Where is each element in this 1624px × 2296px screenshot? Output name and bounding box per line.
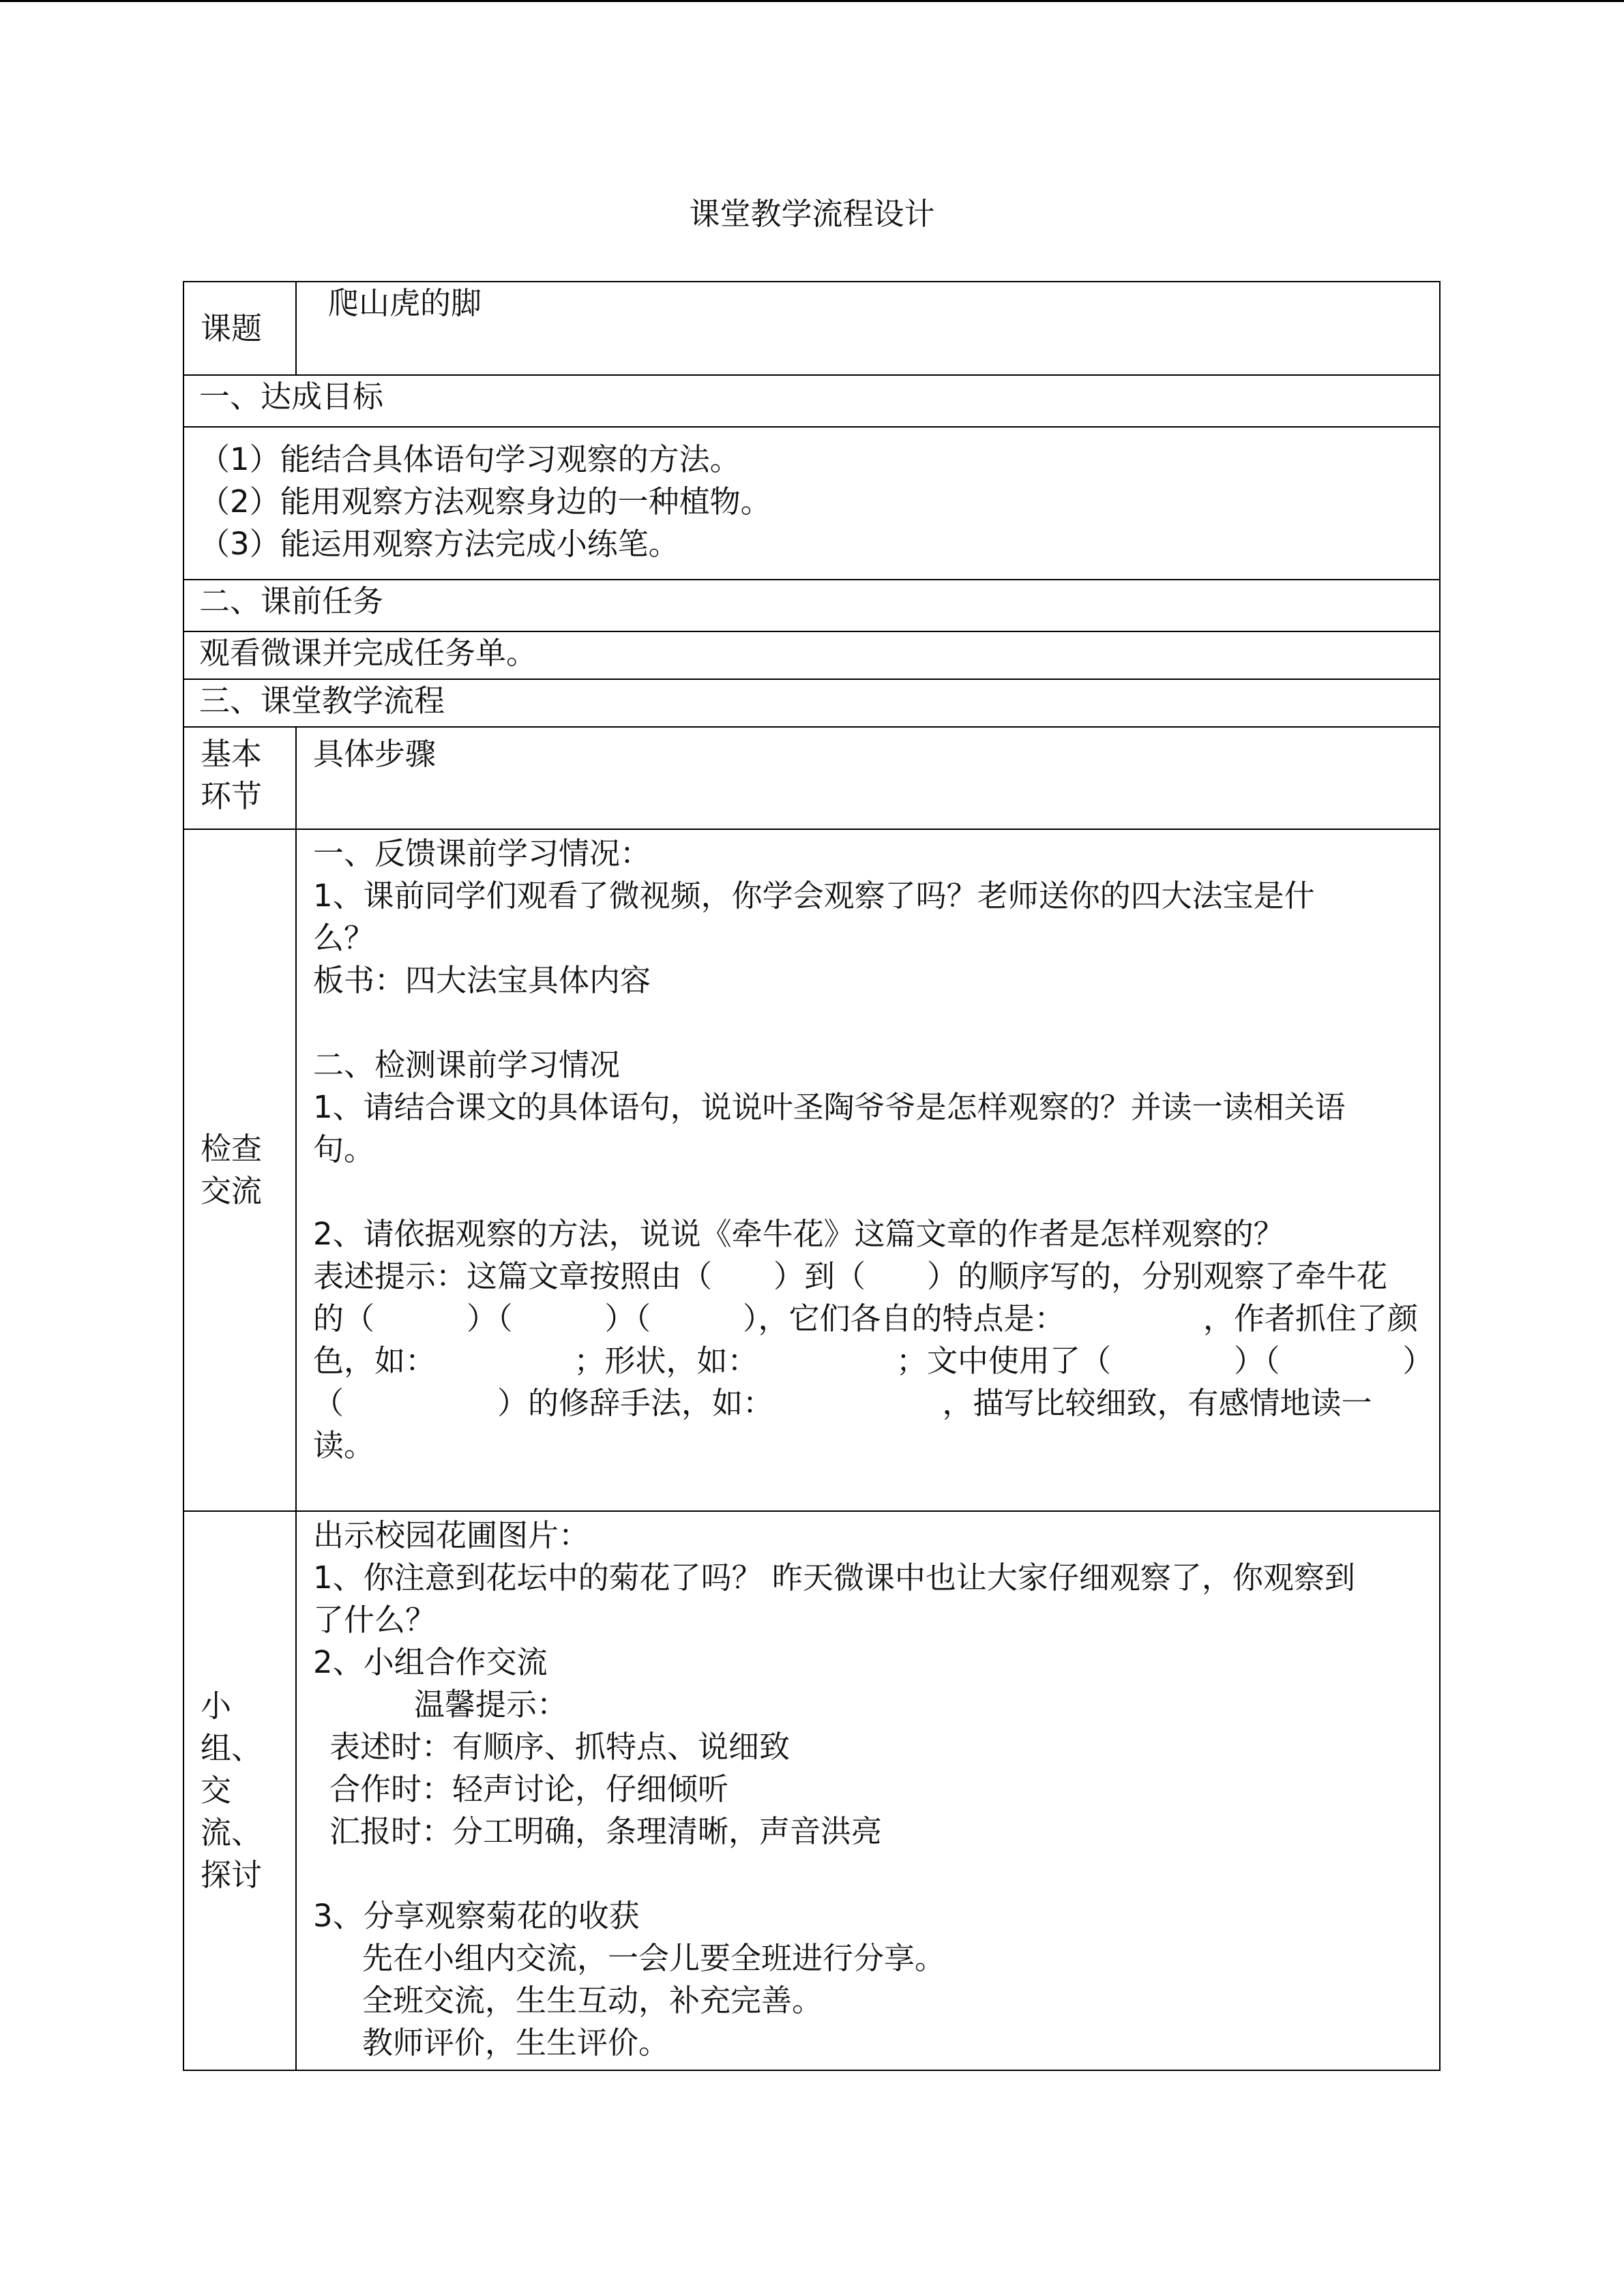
- check-line: 句。: [313, 1131, 375, 1167]
- check-line: 么？: [313, 920, 375, 956]
- group-label: [183, 1511, 296, 2070]
- page-title: 课堂教学流程设计: [689, 196, 935, 232]
- group-line: 温馨提示：: [414, 1686, 568, 1723]
- check-label: [183, 829, 296, 1511]
- section1-heading-text: 一、达成目标: [199, 378, 384, 415]
- goal-item: （3）能运用观察方法完成小练笔。: [199, 526, 679, 562]
- check-line: 1、课前同学们观看了微视频，你学会观察了吗？老师送你的四大法宝是什: [313, 878, 1315, 914]
- goal-item: （2）能用观察方法观察身边的一种植物。: [199, 483, 771, 520]
- check-line: 表述提示：这篇文章按照由（ ）到（ ）的顺序写的，分别观察了牵牛花: [313, 1258, 1388, 1294]
- pretask-text: 观看微课并完成任务单。: [199, 635, 537, 671]
- check-label-line: 交流: [201, 1173, 263, 1209]
- section2-row: [183, 580, 1440, 631]
- pretask-row: [183, 631, 1440, 679]
- check-line: （ ）的修辞手法，如： ，描写比较细致，有感情地读一: [313, 1385, 1372, 1421]
- goal-item: （1）能结合具体语句学习观察的方法。: [199, 441, 741, 477]
- group-label-line: 流、: [201, 1815, 263, 1851]
- group-line: 表述时：有顺序、抓特点、说细致: [329, 1729, 791, 1765]
- section2-heading-text: 二、课前任务: [199, 583, 384, 619]
- group-line: 教师评价，生生评价。: [362, 2025, 670, 2061]
- goals-row: [183, 427, 1440, 580]
- check-label-line: 检查: [201, 1131, 263, 1167]
- group-label-line: 小: [201, 1688, 232, 1724]
- check-line: 板书：四大法宝具体内容: [313, 962, 651, 998]
- group-line: 汇报时：分工明确，条理清晰，声音洪亮: [329, 1813, 883, 1849]
- group-line: 2、小组合作交流: [313, 1644, 548, 1680]
- group-line: 先在小组内交流，一会儿要全班进行分享。: [362, 1940, 946, 1976]
- check-line: 2、请依据观察的方法，说说《牵牛花》这篇文章的作者是怎样观察的？: [313, 1216, 1284, 1252]
- section3-heading-text: 三、课堂教学流程: [199, 683, 445, 719]
- group-line: 1、你注意到花坛中的菊花了吗？ 昨天微课中也让大家仔细观察了，你观察到: [313, 1560, 1355, 1596]
- group-line: 出示校园花圃图片：: [313, 1517, 590, 1553]
- section1-row: [183, 375, 1440, 427]
- top-border-line: [0, 0, 1624, 2]
- section2-heading: [183, 580, 1440, 631]
- check-line: 读。: [313, 1427, 375, 1463]
- lesson-plan-table: [183, 281, 1441, 2071]
- group-row: [183, 1511, 1440, 2070]
- spacer: [313, 1853, 1439, 1895]
- step-header-row: [183, 727, 1440, 829]
- section1-heading: [183, 375, 1440, 427]
- check-line: 色，如： ；形状，如： ；文中使用了（ ）（ ）: [313, 1343, 1434, 1379]
- group-label-line: 探讨: [201, 1857, 263, 1893]
- check-line: 二、检测课前学习情况: [313, 1047, 621, 1083]
- section3-row: [183, 679, 1440, 727]
- topic-label: 课题: [183, 282, 296, 375]
- group-line: 3、分享观察菊花的收获: [313, 1898, 640, 1934]
- step-header-cell: [296, 727, 1440, 829]
- spacer: [313, 1171, 1439, 1213]
- check-line: 1、请结合课文的具体语句，说说叶圣陶爷爷是怎样观察的？并读一读相关语: [313, 1089, 1346, 1125]
- group-line: 全班交流，生生互动，补充完善。: [362, 1982, 823, 2018]
- check-line: 一、反馈课前学习情况：: [313, 835, 651, 871]
- check-line: 的（ ）（ ）（ ），它们各自的特点是： ，作者抓住了颜: [313, 1300, 1419, 1337]
- step-header-text: 具体步骤: [313, 736, 437, 772]
- topic-value: 爬山虎的脚: [296, 282, 1440, 375]
- topic-row: [183, 282, 1440, 375]
- group-line: 了什么？: [313, 1602, 437, 1638]
- step-header-label-line: 环节: [201, 778, 263, 814]
- step-header-label: [183, 727, 296, 829]
- group-label-line: 组、: [201, 1730, 263, 1766]
- group-content: [296, 1511, 1440, 2070]
- section3-heading: [183, 679, 1440, 727]
- check-row: [183, 829, 1440, 1511]
- group-line: 合作时：轻声讨论，仔细倾听: [329, 1771, 729, 1807]
- goals-cell: [183, 427, 1440, 580]
- group-label-line: 交: [201, 1772, 232, 1808]
- pretask-cell: [183, 631, 1440, 679]
- check-content: [296, 829, 1440, 1511]
- step-header-label-line: 基本: [201, 736, 263, 772]
- spacer: [313, 1002, 1439, 1044]
